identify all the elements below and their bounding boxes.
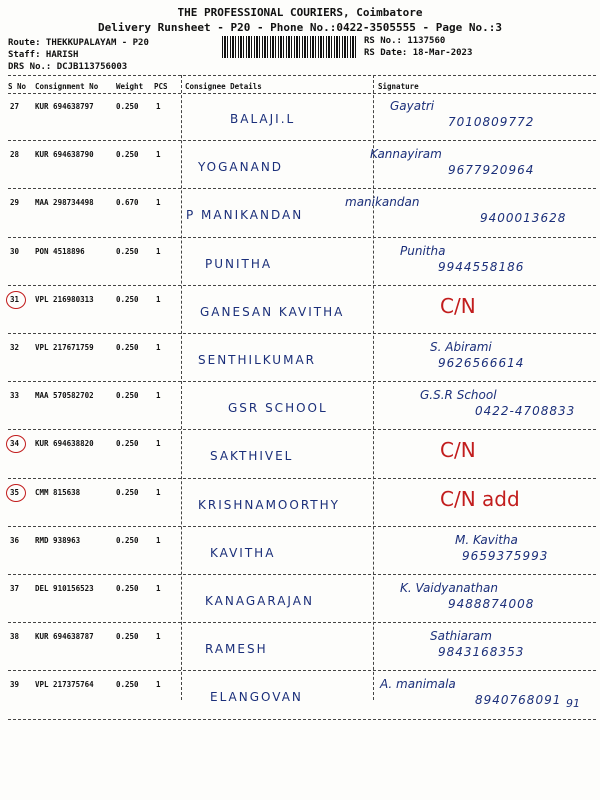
row-consignee-name: GANESAN KAVITHA [200,304,345,319]
row-weight: 0.250 [116,343,139,352]
row-consignee-name: RAMESH [205,642,268,657]
row-consignment-no: VPL 216980313 [35,294,94,304]
row-consignee-name: BALAJI.L [230,112,296,126]
row-consignee-name: KAVITHA [210,545,276,560]
row-sno: 34 [10,439,20,449]
header-bottom-rule [8,93,596,94]
row-weight: 0.250 [116,246,139,256]
row-sno: 36 [10,535,20,545]
row-phone: 9843168353 [438,645,525,660]
row-sno: 39 [10,680,20,690]
row-sno: 27 [10,102,20,111]
col-header-weight: Weight [116,82,144,91]
consignee-column-divider [181,75,182,700]
row-divider [8,237,596,238]
row-pcs: 1 [156,150,161,160]
row-cn-mark: C/N add [440,486,520,511]
row-pcs: 1 [156,632,161,642]
row-sno: 28 [10,150,20,160]
row-pcs: 1 [156,246,161,256]
row-consignment-no: RMD 938963 [35,535,81,545]
row-consignment-no: CMM 815638 [35,487,81,497]
row-signature: M. Kavitha [455,532,518,547]
row-signature: Gayatri [390,99,435,113]
row-sno: 32 [10,343,20,352]
row-pcs: 1 [156,535,161,545]
row-divider [8,670,596,671]
row-consignment-no: KUR 694638790 [35,150,94,160]
row-circle-mark [6,435,26,453]
col-header-consignee: Consignee Details [185,82,262,91]
row-phone: 8940768091 [475,693,562,708]
row-sno: 33 [10,391,20,401]
rs-date: RS Date: 18-Mar-2023 [364,48,473,58]
row-divider [8,574,596,575]
row-weight: 0.250 [116,584,139,593]
staff-label: Staff: HARISH [8,50,79,60]
row-consignee-name: PUNITHA [205,256,273,271]
row-divider [8,333,596,334]
row-consignee-name: SAKTHIVEL [210,449,294,464]
row-sno: 31 [10,294,20,304]
row-phone: 9659375993 [462,548,549,563]
row-signature: S. Abirami [430,340,492,354]
row-consignment-no: MAA 570582702 [35,391,94,401]
row-pcs: 1 [156,294,161,304]
row-phone: 9400013628 [480,211,567,226]
row-divider [8,140,596,141]
row-pcs: 1 [156,487,161,497]
row-consignee-name: KRISHNAMOORTHY [198,497,340,512]
row-divider [8,719,596,720]
row-phone: 7010809772 [448,115,535,129]
row-cn-mark: C/N [440,293,476,318]
row-pcs: 1 [156,680,161,690]
row-phone: 9488874008 [448,597,535,611]
row-weight: 0.250 [116,102,139,111]
row-pcs: 1 [156,391,161,401]
row-signature: K. Vaidyanathan [400,581,498,595]
col-header-consignment: Consignment No [35,82,99,91]
row-weight: 0.250 [116,680,139,690]
row-pcs: 1 [156,102,161,111]
col-header-sno: S No [8,82,27,91]
row-signature: G.S.R School [420,388,497,403]
row-consignment-no: VPL 217671759 [35,343,94,352]
row-consignment-no: VPL 217375764 [35,680,94,690]
row-weight: 0.250 [116,294,139,304]
row-signature: Sathiaram [430,629,492,644]
row-weight: 0.250 [116,150,139,160]
row-consignee-name: SENTHILKUMAR [198,353,316,367]
row-cn-mark: C/N [440,438,476,463]
row-weight: 0.670 [116,198,139,208]
signature-column-divider [373,75,374,700]
runsheet-title: Delivery Runsheet - P20 - Phone No.:0422-3505555 - Page No.:3 [98,21,502,34]
row-divider [8,429,596,430]
header-top-rule [8,75,596,76]
row-divider [8,622,596,623]
row-signature: manikandan [345,195,420,210]
row-divider [8,381,596,382]
row-circle-mark [6,484,26,502]
row-consignee-name: YOGANAND [198,160,284,175]
drs-number: DRS No.: DCJB113756003 [8,62,128,72]
row-signature: Punitha [400,243,446,258]
row-consignment-no: KUR 694638820 [35,439,94,449]
row-phone: 9677920964 [448,163,535,178]
row-divider [8,285,596,286]
row-sno: 37 [10,584,20,593]
row-divider [8,478,596,479]
page-note: 91 [566,697,580,710]
rs-number: RS No.: 1137560 [364,36,446,46]
company-title: THE PROFESSIONAL COURIERS, Coimbatore [177,6,423,19]
row-pcs: 1 [156,439,161,449]
row-divider [8,188,596,189]
row-consignee-name: P MANIKANDAN [186,208,304,223]
row-signature: A. manimala [380,677,456,692]
row-sno: 30 [10,246,20,256]
row-sno: 29 [10,198,20,208]
barcode [222,36,358,58]
row-weight: 0.250 [116,535,139,545]
row-weight: 0.250 [116,487,139,497]
row-consignee-name: KANAGARAJAN [205,594,314,608]
row-pcs: 1 [156,343,161,352]
row-weight: 0.250 [116,439,139,449]
row-phone: 9626566614 [438,356,525,370]
row-signature: Kannayiram [370,147,442,162]
row-weight: 0.250 [116,632,139,642]
row-consignment-no: MAA 298734498 [35,198,94,208]
row-circle-mark [6,291,26,309]
row-consignment-no: DEL 910156523 [35,584,94,593]
row-consignee-name: GSR SCHOOL [228,401,328,416]
row-sno: 38 [10,632,20,642]
row-phone: 9944558186 [438,259,525,274]
row-weight: 0.250 [116,391,139,401]
row-divider [8,526,596,527]
route-label: Route: THEKKUPALAYAM - P20 [8,38,149,48]
row-pcs: 1 [156,198,161,208]
row-pcs: 1 [156,584,161,593]
row-consignee-name: ELANGOVAN [210,690,303,705]
col-header-signature: Signature [378,82,419,91]
row-consignment-no: PON 4518896 [35,246,85,256]
col-header-pcs: PCS [154,82,168,91]
row-consignment-no: KUR 694638787 [35,632,94,642]
row-phone: 0422-4708833 [475,404,576,419]
row-consignment-no: KUR 694638797 [35,102,94,111]
row-sno: 35 [10,487,20,497]
